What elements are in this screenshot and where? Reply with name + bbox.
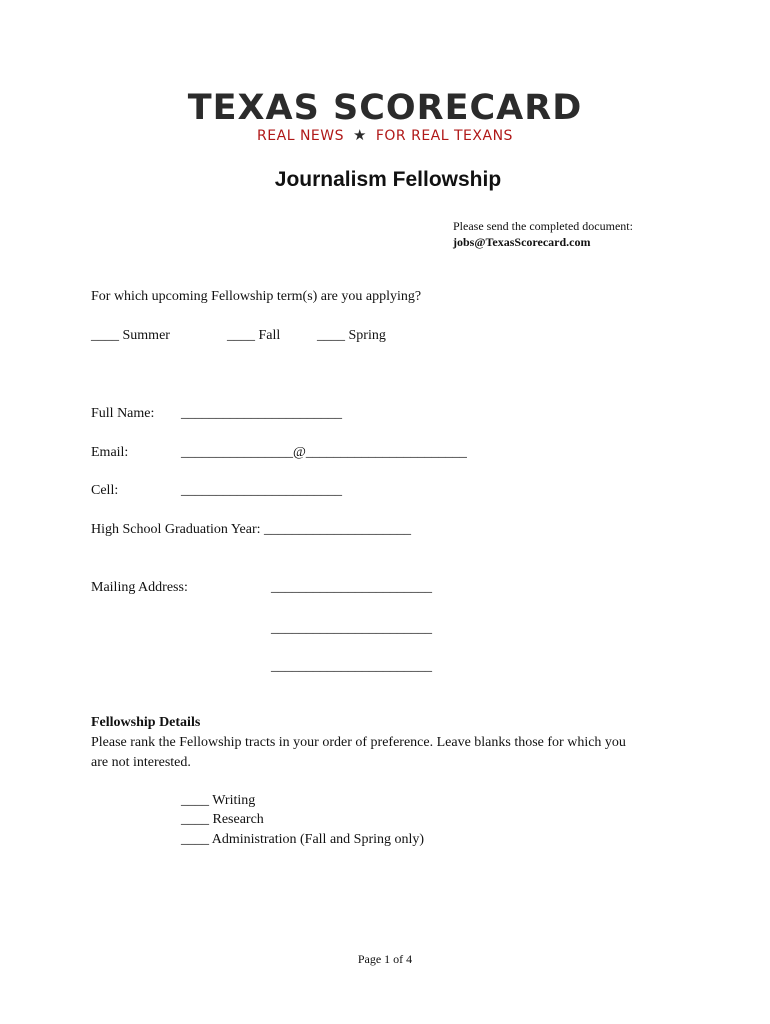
document-title: Journalism Fellowship: [274, 168, 502, 191]
graduation-year-field[interactable]: High School Graduation Year: _____________________: [91, 522, 412, 537]
email-label: Email:: [91, 445, 129, 460]
term-option-spring: ____ Spring: [317, 328, 386, 343]
full-name-field[interactable]: _______________________: [181, 406, 342, 421]
term-option-fall: ____ Fall: [227, 328, 281, 343]
mailing-address-line-3[interactable]: _______________________: [271, 659, 432, 674]
logo-title: TEXAS SCORECARD: [187, 88, 583, 128]
tagline-right: FOR REAL TEXANS: [375, 128, 513, 144]
mailing-address-line-1[interactable]: _______________________: [271, 580, 432, 595]
term-option-summer: ____ Summer: [91, 328, 170, 343]
send-note: Please send the completed document:: [453, 219, 633, 233]
track-option-research[interactable]: ____ Research: [181, 812, 264, 827]
logo-tagline: [0, 126, 770, 144]
term-question: For which upcoming Fellowship term(s) are you applying?: [91, 289, 422, 304]
cell-label: Cell:: [91, 483, 119, 498]
mailing-address-label: Mailing Address:: [91, 580, 188, 595]
tagline-left: REAL NEWS: [257, 128, 344, 144]
texas-star-icon: ★: [352, 126, 367, 144]
full-name-label: Full Name:: [91, 406, 155, 421]
fellowship-heading: Fellowship Details: [91, 715, 201, 730]
page-number: Page 1 of 4: [357, 952, 413, 966]
track-option-writing[interactable]: ____ Writing: [181, 793, 256, 808]
track-option-administration[interactable]: ____ Administration (Fall and Spring only): [181, 832, 425, 847]
fellowship-instructions-line-2: are not interested.: [91, 755, 191, 770]
fellowship-instructions-line-1: Please rank the Fellowship tracts in your order of preference. Leave blanks those for which you: [91, 735, 626, 750]
submission-email: jobs@TexasScorecard.com: [453, 235, 591, 249]
email-field[interactable]: ________________@_______________________: [181, 445, 467, 460]
mailing-address-line-2[interactable]: _______________________: [271, 621, 432, 636]
cell-field[interactable]: _______________________: [181, 483, 342, 498]
